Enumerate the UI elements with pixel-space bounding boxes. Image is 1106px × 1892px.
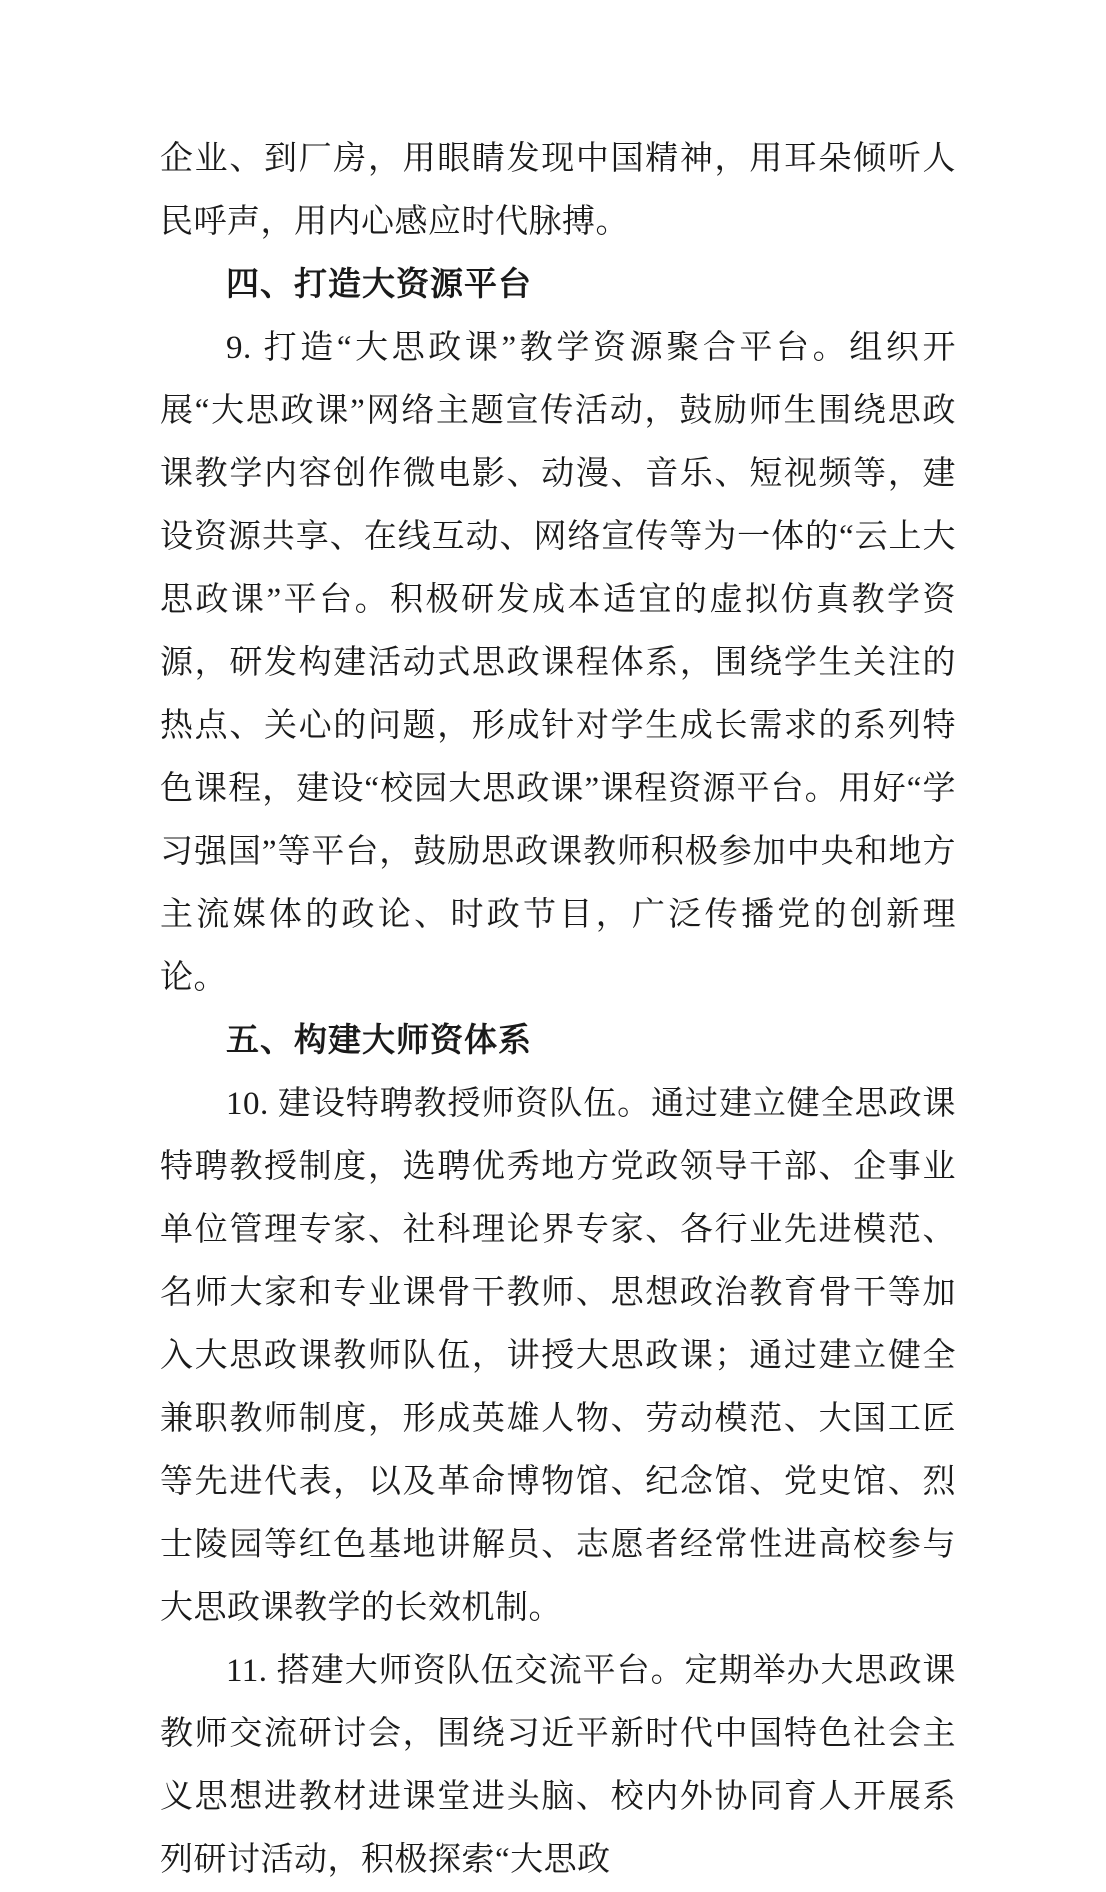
paragraph-item-11: 11. 搭建大师资队伍交流平台。定期举办大思政课教师交流研讨会，围绕习近平新时代中国特色社会主义思想进教材进课堂进头脑、校内外协同育人开展系列研讨活动，积极探索“大思政 — [160, 1653, 956, 1878]
paragraph-continued-section-three: 企业、到厂房，用眼睛发现中国精神，用耳朵倾听人民呼声，用内心感应时代脉搏。 — [160, 141, 956, 240]
heading-section-five: 五、构建大师资体系 — [226, 1023, 532, 1059]
document-body — [160, 128, 956, 1892]
paragraph-item-10: 10. 建设特聘教授师资队伍。通过建立健全思政课特聘教授制度，选聘优秀地方党政领导干部、企事业单位管理专家、社科理论界专家、各行业先进模范、名师大家和专业课骨干教师、思想政治教育骨干等加入大思政课教师队伍，讲授大思政课；通过建立健全兼职教师制度，形成英雄人物、劳动模范、大国工匠等先进代表，以及革命博物馆、纪念馆、党史馆、烈士陵园等红色基地讲解员、志愿者经常性进高校参与大思政课教学的长效机制。 — [160, 1086, 956, 1626]
heading-section-four: 四、打造大资源平台 — [226, 267, 532, 303]
paragraph-item-9: 9. 打造“大思政课”教学资源聚合平台。组织开展“大思政课”网络主题宣传活动，鼓励师生围绕思政课教学内容创作微电影、动漫、音乐、短视频等，建设资源共享、在线互动、网络宣传等为一体的“云上大思政课”平台。积极研发成本适宜的虚拟仿真教学资源，研发构建活动式思政课程体系，围绕学生关注的热点、关心的问题，形成针对学生成长需求的系列特色课程，建设“校园大思政课”课程资源平台。用好“学习强国”等平台，鼓励思政课教师积极参加中央和地方主流媒体的政论、时政节目，广泛传播党的创新理论。 — [160, 330, 956, 996]
